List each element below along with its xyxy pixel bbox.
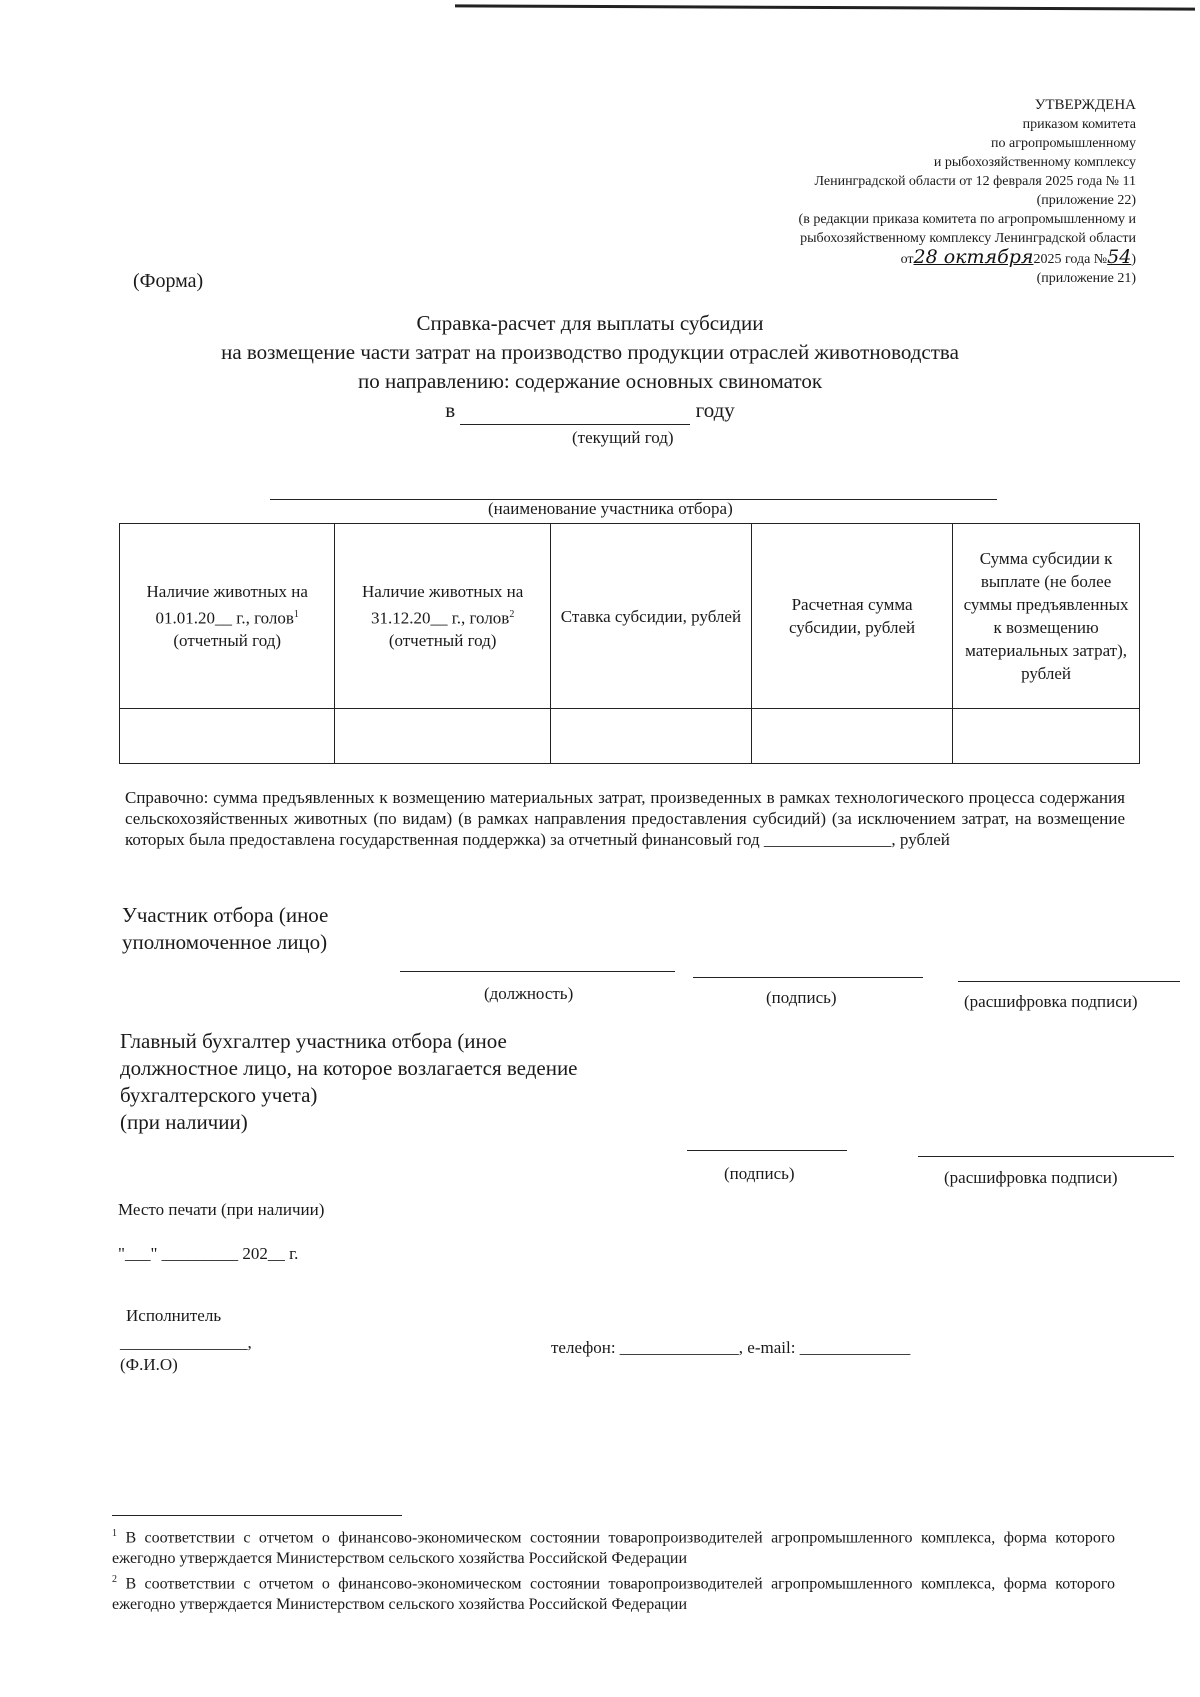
table-header-row xyxy=(120,524,1140,709)
signer2-decoding-field[interactable] xyxy=(918,1134,1174,1157)
signer2-label: Главный бухгалтер участника отбора (иное должностное лицо, на которое возлагается ведение бухгалтерского учета) (при наличии) xyxy=(120,1029,578,1134)
executor-fio-line: _______________, xyxy=(120,1333,252,1352)
signer1-decoding-caption: (расшифровка подписи) xyxy=(964,992,1138,1011)
date-line: "___" _________ 202__ г. xyxy=(118,1244,299,1263)
header-cell-animals-end: Наличие животных на 31.12.20__ г., голов$^2$ (отчетный год) xyxy=(335,524,550,709)
table-cell[interactable] xyxy=(335,709,550,764)
approval-line: (приложение 21) xyxy=(1036,271,1136,286)
table-cell[interactable] xyxy=(953,709,1140,764)
document-title xyxy=(150,309,1030,425)
approval-line: (в редакции приказа комитета по агропромышленному и xyxy=(798,212,1136,227)
year-blank[interactable] xyxy=(460,402,690,425)
reference-paragraph: Справочно: сумма предъявленных к возмещению материальных затрат, произведенных в рамках технологического процесса содержания сельскохозяйственных животных (по видам) (в рамках направления предоставления субсидий) (за исключением затрат, на возмещение которых была предоставлена государственная поддержка) за отчетный финансовый год _______________, рублей xyxy=(125,788,1125,849)
executor-contacts: телефон: ______________, e-mail: _____________ xyxy=(551,1338,911,1357)
footnote-2: $^2$ В соответствии с отчетом о финансово-экономическом состоянии товаропроизводителей агропромышленного комплекса, форма которого ежегодно утверждается Министерством сельского хозяйства Российской Федерации xyxy=(112,1574,1115,1614)
approval-date-line: от28 октября2025 года №54) xyxy=(900,246,1136,268)
footnote-1: $^1$ В соответствии с отчетом о финансово-экономическом состоянии товаропроизводителей агропромышленного комплекса, форма которого ежегодно утверждается Министерством сельского хозяйства Российской Федерации xyxy=(112,1528,1115,1568)
table-row xyxy=(120,709,1140,764)
header-cell-animals-start: Наличие животных на 01.01.20__ г., голов$^1$ (отчетный год) xyxy=(120,524,335,709)
header-cell-payable-sum: Сумма субсидии к выплате (не более суммы предъявленных к возмещению материальных затрат), рублей xyxy=(953,524,1140,709)
title-line: по направлению: содержание основных свиноматок xyxy=(357,369,823,393)
executor-label: Исполнитель xyxy=(126,1306,222,1325)
title-line: Справка-расчет для выплаты субсидии xyxy=(416,311,764,335)
signer1-label: Участник отбора (иное уполномоченное лицо) xyxy=(122,903,329,954)
header-cell-calculated-sum: Расчетная сумма субсидии, рублей xyxy=(751,524,952,709)
stamp-place-label: Место печати (при наличии) xyxy=(118,1200,325,1219)
signer2-signature-caption: (подпись) xyxy=(724,1164,795,1183)
subsidy-calculation-table xyxy=(119,523,1140,764)
year-caption: (текущий год) xyxy=(572,428,674,447)
scan-top-edge-line xyxy=(455,4,1195,10)
approval-title: УТВЕРЖДЕНА xyxy=(1034,97,1136,113)
approval-line: и рыбохозяйственному комплексу xyxy=(933,155,1136,170)
approval-line: рыбохозяйственному комплексу Ленинградской области xyxy=(800,231,1136,246)
signer1-position-field[interactable] xyxy=(400,951,675,972)
signer1-position-caption: (должность) xyxy=(484,984,574,1003)
footnote-separator xyxy=(112,1515,402,1516)
approval-line: приказом комитета xyxy=(1022,117,1136,132)
signer1-signature-field[interactable] xyxy=(693,951,923,978)
form-label: (Форма) xyxy=(133,270,204,292)
signer1-decoding-field[interactable] xyxy=(958,959,1180,982)
table-cell[interactable] xyxy=(751,709,952,764)
signer2-signature-field[interactable] xyxy=(687,1130,847,1151)
participant-name-caption: (наименование участника отбора) xyxy=(488,499,733,518)
participant-name-blank[interactable] xyxy=(270,475,997,500)
approval-line: (приложение 22) xyxy=(1036,193,1136,208)
handwritten-date: 28 октября xyxy=(913,246,1034,268)
table-cell[interactable] xyxy=(120,709,335,764)
executor-fio-caption: (Ф.И.О) xyxy=(120,1355,178,1374)
approval-line: Ленинградской области от 12 февраля 2025 года № 11 xyxy=(814,174,1136,189)
handwritten-number: 54 xyxy=(1107,246,1132,268)
year-line: в году xyxy=(150,396,1030,425)
approval-stamp-block xyxy=(716,96,1136,288)
header-cell-subsidy-rate: Ставка субсидии, рублей xyxy=(550,524,751,709)
approval-line: по агропромышленному xyxy=(991,136,1136,151)
title-line: на возмещение части затрат на производство продукции отраслей животноводства xyxy=(221,340,959,364)
table-cell[interactable] xyxy=(550,709,751,764)
signer2-decoding-caption: (расшифровка подписи) xyxy=(944,1168,1118,1187)
signer1-signature-caption: (подпись) xyxy=(766,988,837,1007)
